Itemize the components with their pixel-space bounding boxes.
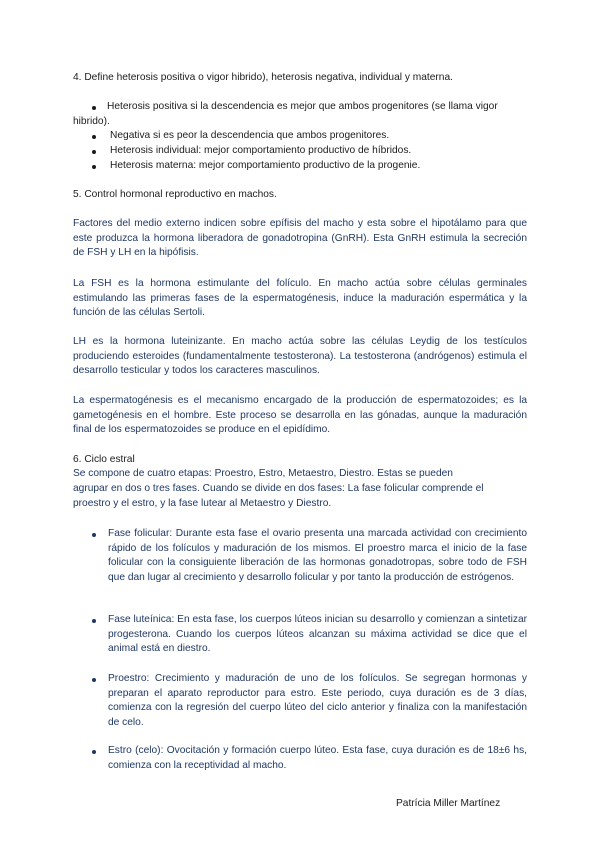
q4-bullet-1: Heterosis positiva si la descendencia es mejor que ambos progenitores (se llama vigor hibrido). — [73, 101, 498, 127]
q5-paragraph-4: La espermatogénesis es el mecanismo encargado de la producción de espermatozoides; es la gametogénesis en el hombre. Este proceso se desarrolla en las gónadas, aunque la maduración final de los espermatozoides se produce en el epidídimo. — [73, 395, 527, 435]
q5-paragraph-2: La FSH es la hormona estimulante del folículo. En macho actúa sobre células germinales estimulando las primeras fases de la espermatogénesis, induce la maduración espermática y la función de las células Sertoli. — [73, 278, 527, 318]
q6-intro-line-1: Se compone de cuatro etapas: Proestro, Estro, Metaestro, Diestro. Estas se pueden — [73, 468, 453, 479]
q6-intro-line-3: proestro y el estro, y la fase lutear al Metaestro y Diestro. — [73, 498, 332, 509]
bullet-icon — [92, 678, 96, 682]
bullet-icon — [92, 619, 96, 623]
q6-title: 6. Ciclo estral — [73, 454, 135, 465]
q5-paragraph-3: LH es la hormona luteinizante. En macho actúa sobre las células Leydig de los testículos produciendo esteroides (fundamentalmente testosterona). La testosterona (andrógenos) estimula el desarrollo testicular y todos los caracteres masculinos. — [73, 336, 527, 376]
q6-bullet-2: Fase luteínica: En esta fase, los cuerpos lúteos inician su desarrollo y comienzan a sintetizar progesterona. Cuando los cuerpos lúteos alcanzan su máxima actividad se dice que el animal está en diestro. — [108, 614, 527, 654]
bullet-icon — [92, 533, 96, 537]
q6-bullet-4: Estro (celo): Ovocitación y formación cuerpo lúteo. Esta fase, cuya duración es de 18±6 hs, comienza con la receptividad al macho. — [108, 745, 527, 771]
q4-bullet-3: Heterosis individual: mejor comportamiento productivo de híbridos. — [110, 145, 412, 156]
bullet-icon — [92, 135, 96, 139]
q6-bullet-3: Proestro: Crecimiento y maduración de uno de los folículos. Se segregan hormonas y preparan el aparato reproductor para estro. Este periodo, cuya duración es de 3 días, comienza con la regresión del cuerpo lúteo del ciclo anterior y finaliza con la manifestación de celo. — [108, 673, 527, 728]
q4-bullet-2: Negativa si es peor la descendencia que ambos progenitores. — [110, 130, 390, 141]
bullet-icon — [92, 165, 96, 169]
q5-paragraph-1: Factores del medio externo indicen sobre epífisis del macho y esta sobre el hipotálamo para que este produzca la hormona liberadora de gonadotropina (GnRH). Esta GnRH estimula la secreción de FSH y LH en la hipófisis. — [73, 218, 527, 258]
author-name: Patrícia Miller Martínez — [396, 798, 501, 809]
bullet-icon — [92, 750, 96, 754]
q4-bullet-4: Heterosis materna: mejor comportamiento productivo de la progenie. — [110, 160, 421, 171]
q5-title: 5. Control hormonal reproductivo en machos. — [73, 189, 277, 200]
q4-title: 4. Define heterosis positiva o vigor hibrido), heterosis negativa, individual y materna. — [73, 72, 453, 83]
q6-intro-line-2: agrupar en dos o tres fases. Cuando se divide en dos fases: La fase folicular comprende el — [73, 483, 484, 494]
q6-bullet-1: Fase folicular: Durante esta fase el ovario presenta una marcada actividad con crecimiento rápido de los folículos y maduración de los mismos. El proestro marca el inicio de la fase folicular con la consiguiente liberación de las hormonas gonadotropas, sobre todo de FSH que dan lugar al crecimiento y desarrollo folicular y por tanto la producción de estrógenos. — [108, 528, 527, 583]
bullet-icon — [92, 150, 96, 154]
